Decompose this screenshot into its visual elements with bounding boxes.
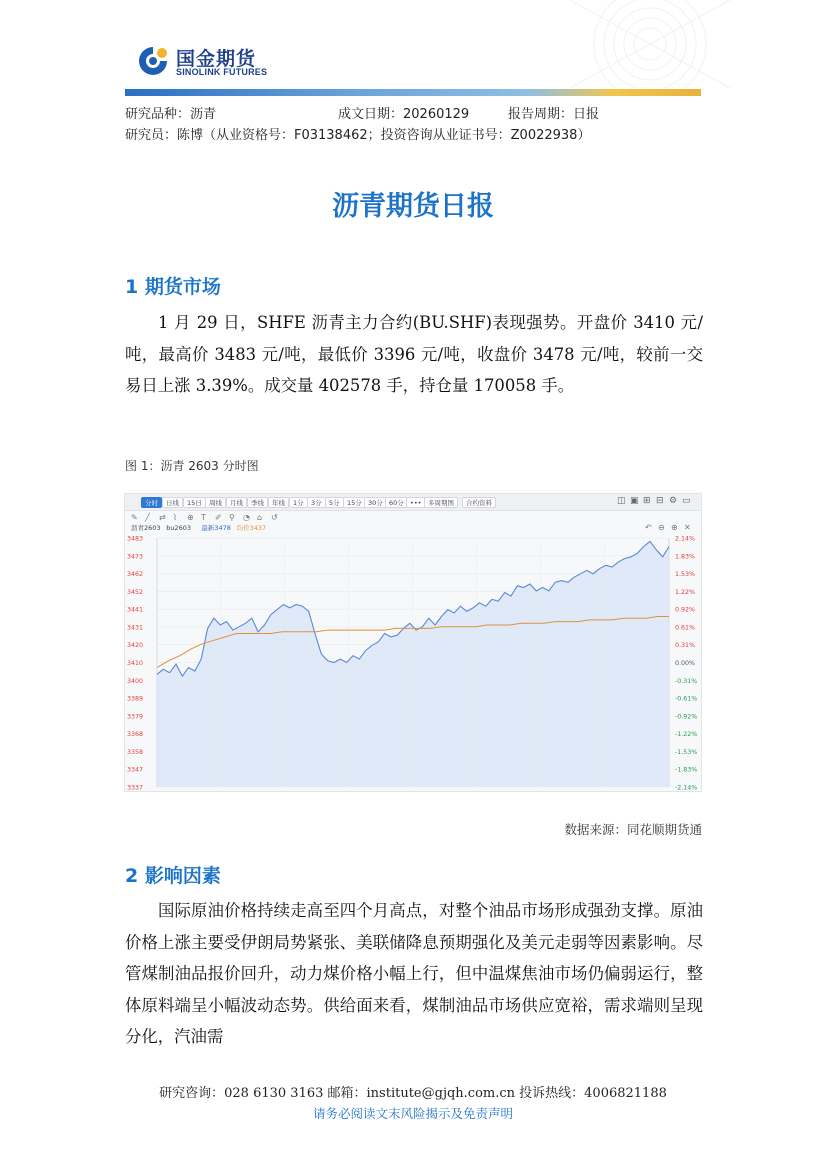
chart-control-icon[interactable]: ↶ [645, 523, 652, 532]
y-tick-right: 0.92% [675, 606, 696, 614]
y-tick-left: 3347 [127, 766, 144, 774]
section-heading-futures-market: 1 期货市场 [125, 276, 221, 298]
legend-item: 沥青2603 [131, 524, 161, 532]
drawing-tool-icon[interactable]: ✐ [215, 513, 222, 522]
chart-control-icon[interactable]: ⊖ [658, 523, 665, 532]
drawing-tool-icon[interactable]: ⚲ [229, 513, 235, 522]
drawing-tool-icon[interactable]: ⊕ [187, 513, 194, 522]
drawing-tool-icon[interactable]: ✎ [131, 513, 138, 522]
y-tick-left: 3420 [127, 642, 144, 650]
y-tick-right: 0.00% [675, 660, 696, 667]
toolbar-button-5[interactable]: 季线 [247, 497, 268, 508]
footer-contact: 研究咨询：028 6130 3163 邮箱：institute@gjqh.com.cn 投诉热线：4006821188 [159, 1086, 667, 1101]
drawing-tool-icon[interactable]: ⌇ [173, 513, 177, 522]
logo-chinese-name: 国金期货 [176, 48, 257, 70]
toolbar-button-15[interactable]: 合约资料 [462, 497, 496, 508]
y-tick-left: 3358 [127, 748, 144, 756]
header-divider [125, 89, 701, 96]
chart-toolbar [125, 494, 701, 511]
drawing-tool-icon[interactable]: T [201, 513, 206, 522]
chart-plot-area [125, 511, 701, 791]
drawing-tool-icon[interactable]: ⇄ [159, 513, 166, 522]
y-tick-left: 3400 [127, 677, 144, 685]
logo-english-name: SINOLINK FUTURES [176, 67, 268, 77]
toolbar-button-0[interactable]: 分时 [141, 497, 162, 508]
legend-item: 均价3437 [236, 524, 267, 532]
toolbar-button-10[interactable]: 15分 [343, 497, 366, 508]
influencing-factors-paragraph: 国际原油价格持续走高至四个月高点，对整个油品市场形成强劲支撑。原油价格上涨主要受伊朗局势紧张、美联储降息预期强化及美元走弱等因素影响。尽管煤制油品报价回升，动力煤价格小幅上行，但中温煤焦油市场仍偏弱运行，整体原料端呈小幅波动态势。供给面来看，煤制油品市场供应宽裕，需求端则呈现分化，汽油需 [125, 901, 703, 1046]
y-tick-right: 1.53% [675, 571, 696, 579]
y-tick-right: 0.31% [675, 642, 696, 650]
drawing-tool-icon[interactable]: ╱ [145, 513, 150, 522]
page-title: 沥青期货日报 [332, 191, 494, 222]
toolbar-button-3[interactable]: 周线 [205, 497, 226, 508]
y-tick-right: 1.22% [675, 588, 696, 596]
drawing-tool-icon[interactable]: ⌂ [257, 513, 263, 522]
report-period: 报告周期：日报 [508, 107, 600, 122]
y-tick-right: -2.14% [675, 784, 698, 791]
y-tick-right: -0.31% [675, 677, 698, 685]
legend-item: bu2603 [166, 524, 191, 532]
toolbar-tool-icon[interactable]: ▭ [682, 496, 691, 506]
y-tick-left: 3337 [127, 784, 144, 791]
toolbar-button-6[interactable]: 年线 [268, 497, 289, 508]
y-tick-right: -1.22% [675, 731, 698, 739]
toolbar-tool-icon[interactable]: ◫ [617, 496, 626, 506]
figure-caption: 图 1：沥青 2603 分时图 [125, 459, 259, 473]
toolbar-button-7[interactable]: 1分 [289, 497, 308, 508]
y-tick-left: 3483 [127, 535, 144, 543]
toolbar-button-14[interactable]: 多周期图 [424, 497, 458, 508]
section-heading-influencing-factors: 2 影响因素 [125, 865, 221, 887]
y-tick-right: -1.53% [675, 748, 698, 756]
toolbar-button-13[interactable]: ••• [406, 497, 426, 508]
y-tick-left: 3441 [127, 606, 144, 614]
toolbar-button-2[interactable]: 15日 [183, 497, 206, 508]
legend-item: 最新3478 [201, 524, 231, 532]
y-tick-left: 3462 [127, 571, 144, 579]
toolbar-tool-icon[interactable]: ⊞ [643, 496, 651, 506]
y-tick-right: -1.83% [675, 766, 698, 774]
y-tick-right: 0.61% [675, 624, 696, 632]
report-date: 成文日期：20260129 [338, 107, 470, 122]
y-tick-left: 3389 [127, 695, 144, 703]
y-tick-left: 3368 [127, 731, 144, 739]
y-tick-right: -0.61% [675, 695, 698, 703]
y-tick-left: 3410 [127, 660, 144, 667]
y-tick-left: 3431 [127, 624, 144, 632]
chart-control-icon[interactable]: ✕ [684, 523, 691, 532]
toolbar-button-8[interactable]: 3分 [307, 497, 326, 508]
chart-control-icon[interactable]: ⊕ [671, 523, 678, 532]
y-tick-left: 3379 [127, 713, 144, 721]
toolbar-button-11[interactable]: 30分 [364, 497, 387, 508]
toolbar-tool-icon[interactable]: ⚙ [669, 496, 678, 506]
toolbar-button-1[interactable]: 日线 [162, 497, 183, 508]
y-tick-right: 2.14% [675, 535, 696, 543]
drawing-tool-icon[interactable]: ↺ [271, 513, 278, 522]
y-tick-left: 3452 [127, 588, 144, 596]
sinolink-logo-icon [136, 44, 170, 78]
drawing-tool-icon[interactable]: ◔ [243, 513, 250, 522]
researcher-info: 研究员：陈博（从业资格号：F03138462；投资咨询从业证书号：Z0022938） [125, 128, 591, 143]
watermark-pattern [530, 0, 730, 88]
futures-market-paragraph: 1 月 29 日，SHFE 沥青主力合约(BU.SHF)表现强势。开盘价 3410 元/吨，最高价 3483 元/吨，最低价 3396 元/吨，收盘价 3478 元/吨，较前一交易日上涨 3.39%。成交量 402578 手，持仓量 170058 手。 [125, 313, 703, 395]
intraday-price-chart [124, 493, 702, 792]
toolbar-button-12[interactable]: 60分 [385, 497, 408, 508]
research-variety: 研究品种：沥青 [125, 107, 217, 122]
y-tick-left: 3473 [127, 553, 144, 561]
toolbar-button-9[interactable]: 5分 [325, 497, 344, 508]
toolbar-tool-icon[interactable]: ⊟ [656, 496, 664, 506]
toolbar-button-4[interactable]: 月线 [226, 497, 247, 508]
toolbar-tool-icon[interactable]: ▣ [630, 496, 639, 506]
data-source: 数据来源：同花顺期货通 [564, 822, 702, 837]
y-tick-right: 1.83% [675, 553, 696, 561]
y-tick-right: -0.92% [675, 713, 698, 721]
footer-disclaimer-link[interactable]: 请务必阅读文末风险揭示及免责声明 [312, 1106, 513, 1121]
